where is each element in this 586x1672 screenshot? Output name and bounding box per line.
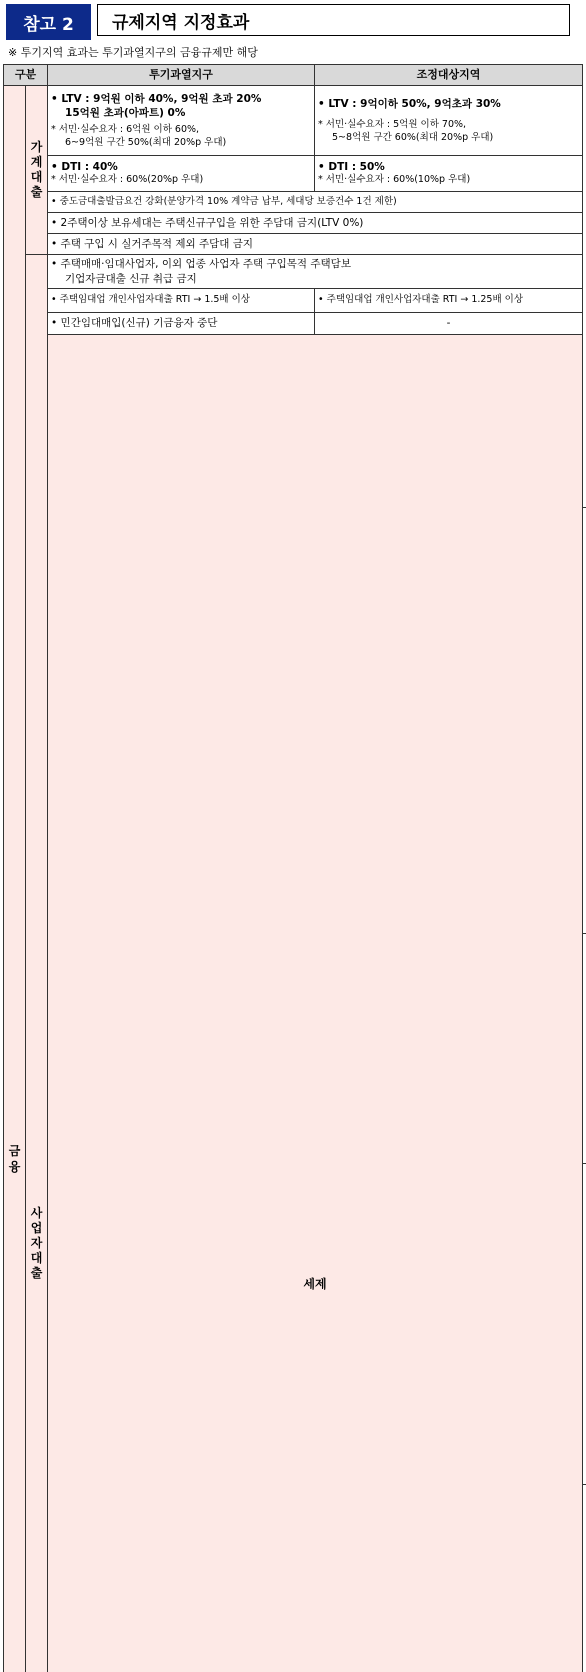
section-tax: 세제 <box>48 335 583 1672</box>
two-house-loan-ban: • 2주택이상 보유세대는 주택신규구입을 위한 주담대 금지(LTV 0%) <box>48 213 583 234</box>
rti-speculative: • 주택임대업 개인사업자대출 RTI → 1.5배 이상 <box>48 289 315 313</box>
page-title: 규제지역 지정효과 <box>97 4 570 36</box>
table-row <box>4 289 583 313</box>
table-row <box>4 313 583 335</box>
subsection-household-loan: 가 계 대 출 <box>26 86 48 255</box>
rti-adjusted: • 주택임대업 개인사업자대출 RTI → 1.25배 이상 <box>315 289 583 313</box>
table-row <box>4 335 583 1672</box>
table-row <box>4 192 583 213</box>
table-row <box>4 86 583 156</box>
col-header-speculative: 투기과열지구 <box>48 65 315 86</box>
section-finance: 금융 <box>4 86 26 1672</box>
col-header-category: 구분 <box>4 65 48 86</box>
business-loan-ban: • 주택매매·임대사업자, 이외 업종 사업자 주택 구입목적 주택담보 기업자금대출 신규 취급 금지 <box>48 255 583 289</box>
table-row <box>4 213 583 234</box>
regulation-table <box>3 64 583 1672</box>
header <box>6 4 572 40</box>
ltv-adjusted: • LTV : 9억이하 50%, 9억초과 30% * 서민·실수요자 : 5억원 이하 70%, 5~8억원 구간 60%(최대 20%p 우대) <box>315 86 583 156</box>
private-rent-adjusted: - <box>315 313 583 335</box>
table-row <box>4 234 583 255</box>
mid-payment-loan: • 중도금대출발급요건 강화(분양가격 10% 계약금 납부, 세대당 보증건수 1건 제한) <box>48 192 583 213</box>
table-row <box>4 156 583 192</box>
ltv-speculative: • LTV : 9억원 이하 40%, 9억원 초과 20% 15억원 초과(아파트) 0% * 서민·실수요자 : 6억원 이하 60%, 6~9억원 구간 50%(최대 20%p 우대) <box>48 86 315 156</box>
dti-adjusted: • DTI : 50% * 서민·실수요자 : 60%(10%p 우대) <box>315 156 583 192</box>
dti-speculative: • DTI : 40% * 서민·실수요자 : 60%(20%p 우대) <box>48 156 315 192</box>
table-row <box>4 255 583 289</box>
col-header-adjusted: 조정대상지역 <box>315 65 583 86</box>
subsection-business-loan: 사 업 자 대 출 <box>26 255 48 1672</box>
residence-loan-ban: • 주택 구입 시 실거주목적 제외 주담대 금지 <box>48 234 583 255</box>
table-header-row <box>4 65 583 86</box>
note: ※ 투기지역 효과는 투기과열지구의 금융규제만 해당 <box>8 44 258 60</box>
reference-badge: 참고 2 <box>6 4 91 40</box>
private-rent-loan: • 민간임대매입(신규) 기금융자 중단 <box>48 313 315 335</box>
